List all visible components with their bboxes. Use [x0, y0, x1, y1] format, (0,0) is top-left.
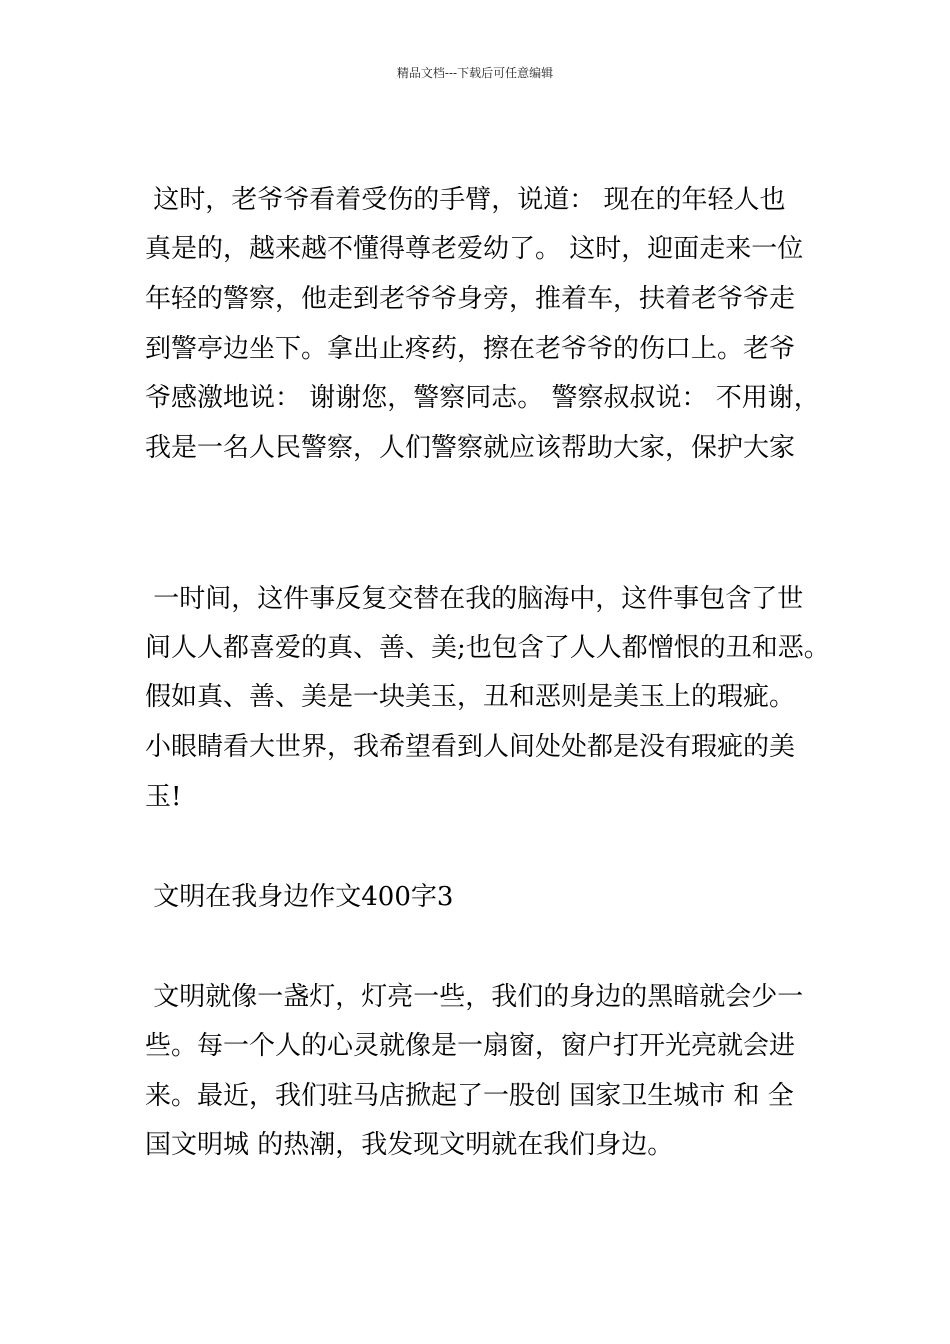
text-line: 爷感激地说： 谢谢您，警察同志。 警察叔叔说： 不用谢，	[145, 383, 820, 413]
text-line: 我是一名人民警察，人们警察就应该帮助大家，保护大家	[145, 433, 796, 463]
text-line: 来。最近，我们驻马店掀起了一股创 国家卫生城市 和 全	[145, 1081, 794, 1111]
text-line: 假如真、善、美是一块美玉，丑和恶则是美玉上的瑕疵。	[145, 682, 796, 712]
section-title: 文明在我身边作文400字3	[145, 882, 454, 912]
text-line: 玉!	[145, 782, 182, 812]
text-line: 国文明城 的热潮，我发现文明就在我们身边。	[145, 1130, 674, 1160]
text-line: 真是的，越来越不懂得尊老爱幼了。 这时，迎面走来一位	[145, 234, 804, 264]
text-line: 些。每一个人的心灵就像是一扇窗，窗户打开光亮就会进	[145, 1031, 796, 1061]
text-line: 小眼睛看大世界，我希望看到人间处处都是没有瑕疵的美	[145, 732, 796, 762]
text-line: 年轻的警察，他走到老爷爷身旁，推着车，扶着老爷爷走	[145, 284, 796, 314]
text-line: 一时间，这件事反复交替在我的脑海中，这件事包含了世	[145, 584, 804, 614]
text-line: 到警亭边坐下。拿出止疼药，擦在老爷爷的伤口上。老爷	[145, 334, 796, 364]
text-line: 这时，老爷爷看着受伤的手臂，说道： 现在的年轻人也	[145, 185, 786, 215]
text-line: 间人人都喜爱的真、善、美;也包含了人人都憎恨的丑和恶。	[145, 633, 830, 663]
text-line: 文明就像一盏灯，灯亮一些，我们的身边的黑暗就会少一	[145, 982, 804, 1012]
page-header: 精品文档---下载后可任意编辑	[396, 66, 554, 80]
